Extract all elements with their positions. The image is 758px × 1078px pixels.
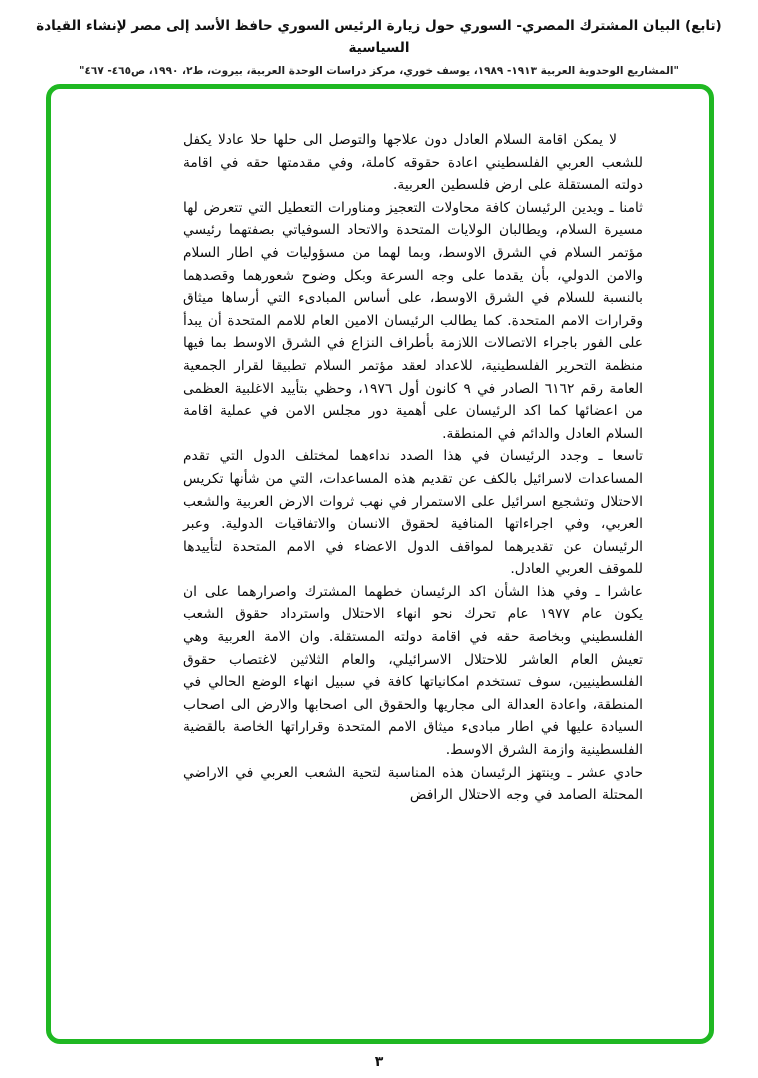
paragraph: ثامنا ـ ويدين الرئيسان كافة محاولات التعجيز ومناورات التعطيل التي تتعرض لها مسيرة السلام، ويطالبان الولايات المتحدة والاتحاد السوفياتي بصفتهما رئيسي مؤتمر السلام في الشرق الاوسط، وبما لهما من مسؤوليات في اطار السلام والامن الدولي، بأن يقدما على وجه السرعة وبكل وضوح شعورهما وقصدهما بالنسبة للسلام في الشرق الاوسط، على أساس المبادىء التي أرساها ميثاق وقرارات الامم المتحدة. كما يطالب الرئيسان الامين العام للامم المتحدة أن يبدأ على الفور باجراء الاتصالات اللازمة بأطراف النزاع في الشرق الاوسط بما فيها منظمة التحرير الفلسطينية، للاعداد لعقد مؤتمر السلام تطبيقا لقرار الجمعية العامة رقم ٦١٦٢ الصادر في ٩ كانون أول ١٩٧٦، وحظي بتأييد الاغلبية العظمى من اعضائها كما اكد الرئيسان على أهمية دور مجلس الامن في عملية اقامة السلام العادل والدائم في المنطقة.: [183, 199, 643, 442]
document-border: [46, 84, 714, 1044]
page-header: [0, 0, 758, 77]
header-title: (تابع) البيان المشترك المصري- السوري حول زيارة الرئيس السوري حافظ الأسد إلى مصر لإنشاء القيادة السياسية: [36, 18, 722, 56]
paragraph: لا يمكن اقامة السلام العادل دون علاجها والتوصل الى حلها حلا عادلا يكفل للشعب العربي الفلسطيني اعادة حقوقه كاملة، وفي مقدمتها حقه في اقامة دولته المستقلة على ارض فلسطين العربية.: [183, 132, 643, 194]
document-body: [51, 89, 709, 817]
page-number: ٣: [374, 1054, 384, 1070]
header-source-citation: "المشاريع الوحدوية العربية ١٩١٣- ١٩٨٩، يوسف خوري، مركز دراسات الوحدة العربية، بيروت، ط٢، ١٩٩٠، ص٤٦٥- ٤٦٧": [79, 65, 679, 78]
paragraph: عاشرا ـ وفي هذا الشأن اكد الرئيسان خطهما المشترك واصرارهما على ان يكون عام ١٩٧٧ عام تحرك نحو انهاء الاحتلال واسترداد حقوق الشعب الفلسطيني وبخاصة حقه في اقامة دولته المستقلة. وان الامة العربية وهي تعيش العام العاشر للاحتلال الاسرائيلي، والعام الثلاثين لاغتصاب حقوق الفلسطينيين، سوف تستخدم امكانياتها كافة في سبيل انهاء الوضع الحالي في المنطقة، واعادة العدالة الى مجاريها والحقوق الى اصحابها والارض الى اصحاب السيادة عليها في اطار مبادىء ميثاق الامم المتحدة وقراراتها الخاصة بالقضية الفلسطينية وازمة الشرق الاوسط.: [183, 583, 644, 759]
paragraph: حادي عشر ـ وينتهز الرئيسان هذه المناسبة لتحية الشعب العربي في الاراضي المحتلة الصامد في وجه الاحتلال الرافض: [183, 764, 643, 804]
paragraph: تاسعا ـ وجدد الرئيسان في هذا الصدد نداءهما لمختلف الدول التي تقدم المساعدات لاسرائيل بالكف عن تقديم هذه المساعدات، التي من شأنها تكريس الاحتلال وتشجيع اسرائيل على الاستمرار في نهب ثروات الارض العربية والشعب العربي، وفي اجراءاتها المنافية لحقوق الانسان والاتفاقيات الدولية. وعبر الرئيسان عن تقديرهما لمواقف الدول الاعضاء في الامم المتحدة لتأييدها للموقف العربي العادل.: [183, 448, 643, 578]
